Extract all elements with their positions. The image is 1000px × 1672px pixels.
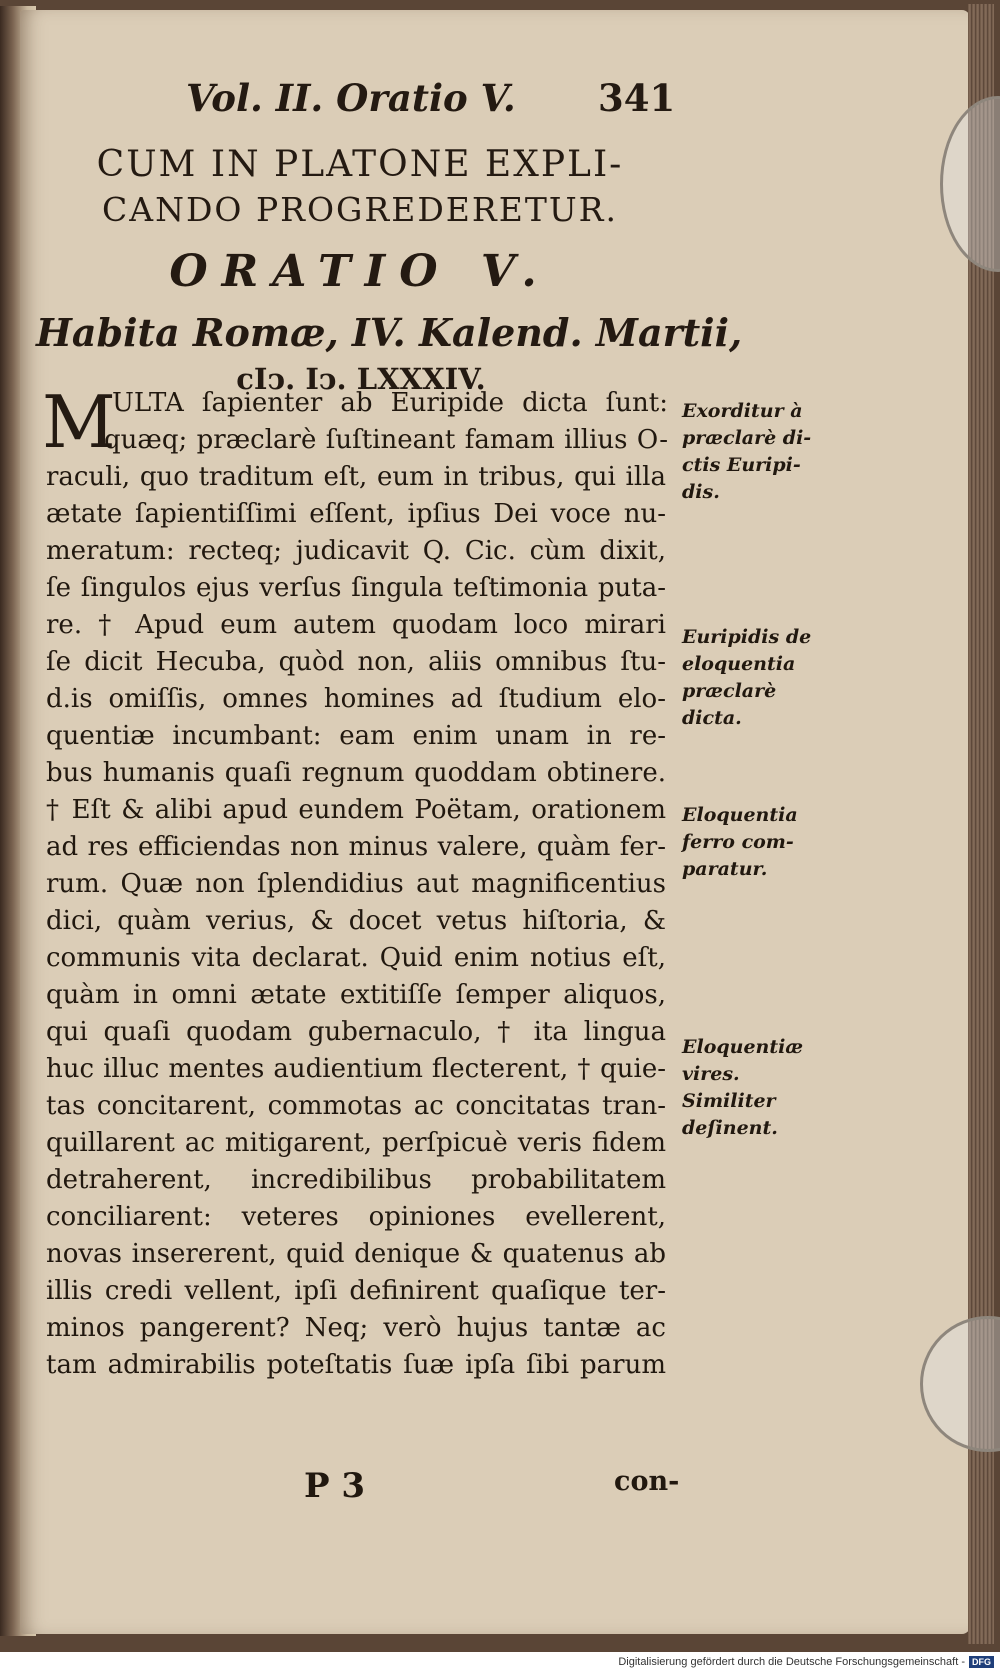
marginal-note-line: Euripidis de xyxy=(682,626,812,648)
body-line: meratum: recteq; judicavit Q. Cic. cùm dixit, xyxy=(46,536,666,566)
marginal-note xyxy=(682,1034,852,1142)
body-line: ULTA ſapienter ab Euripide dicta ſunt: xyxy=(112,388,668,418)
body-line: re. † Apud eum autem quodam loco mirari xyxy=(46,610,666,640)
body-line: conciliarent: veteres opiniones evellerent, xyxy=(46,1202,666,1232)
marginal-note-line: vires. xyxy=(682,1063,740,1085)
marginal-note-line: Exorditur à xyxy=(682,400,803,422)
marginal-note-line: dis. xyxy=(682,481,720,503)
marginal-note-line: præclarè xyxy=(682,680,777,702)
marginal-note-line: ctis Euripi- xyxy=(682,454,801,476)
marginal-note xyxy=(682,624,852,732)
dfg-logo-icon: DFG xyxy=(969,1656,994,1668)
date-line: cIↄ. Iↄ. LXXXIV. xyxy=(236,362,486,396)
marginal-note-line: dicta. xyxy=(682,707,742,729)
drop-cap: M xyxy=(42,380,116,464)
body-line: raculi, quo traditum eſt, eum in tribus, qui illa xyxy=(46,462,666,492)
body-line: rum. Quæ non ſplendidius aut magnificentius xyxy=(46,869,666,899)
body-line: d.is omiſſis, omnes homines ad ſtudium elo- xyxy=(46,684,666,714)
marginal-note xyxy=(682,802,852,883)
body-line: communis vita declarat. Quid enim notius eſt, xyxy=(46,943,666,973)
body-line: quentiæ incumbant: eam enim unam in re- xyxy=(46,721,666,751)
catchword: con- xyxy=(614,1466,680,1497)
body-line: tas concitarent, commotas ac concitatas tran- xyxy=(46,1091,666,1121)
marginal-note-line: deſinent. xyxy=(682,1117,778,1139)
marginal-note-line: Eloquentiæ xyxy=(682,1036,804,1058)
oration-label: ORATIO V. xyxy=(169,246,551,297)
body-line: quæq; præclarè ſuſtineant famam illius O- xyxy=(104,425,668,455)
marginal-note-line: Eloquentia xyxy=(682,804,798,826)
body-line: ſe ſingulos ejus verſus ſingula teſtimonia puta- xyxy=(46,573,666,603)
body-line: novas insererent, quid denique & quatenus ab xyxy=(46,1239,666,1269)
marginal-note-line: ferro com- xyxy=(682,831,794,853)
footer-credit: Digitalisierung gefördert durch die Deutsche Forschungsgemeinschaft - xyxy=(618,1656,965,1668)
occasion-line: Habita Romæ, IV. Kalend. Martii, xyxy=(36,310,743,355)
body-line: minos pangerent? Neq; verò hujus tantæ ac xyxy=(46,1313,666,1343)
body-line: dici, quàm verius, & docet vetus hiſtoria, & xyxy=(46,906,666,936)
marginal-note-line: præclarè di- xyxy=(682,427,812,449)
body-line: illis credi vellent, ipſi definirent quaſique ter- xyxy=(46,1276,666,1306)
body-line: huc illuc mentes audientium flecterent, † quie- xyxy=(46,1054,666,1084)
body-line: † Eſt & alibi apud eundem Poëtam, orationem xyxy=(46,795,666,825)
body-line: detraherent, incredibilibus probabilitatem xyxy=(46,1165,666,1195)
marginal-note-line: Similiter xyxy=(682,1090,776,1112)
body-line: bus humanis quaſi regnum quoddam obtinere. xyxy=(46,758,666,788)
signature-mark: P 3 xyxy=(304,1466,366,1506)
marginal-note-line: paratur. xyxy=(682,858,768,880)
oration-title-line-2: CANDO PROGREDERETUR. xyxy=(101,190,618,229)
page-number: 341 xyxy=(598,76,676,120)
body-line: quillarent ac mitigarent, perſpicuè veris fidem xyxy=(46,1128,666,1158)
body-line: qui quaſi quodam gubernaculo, † ita lingua xyxy=(46,1017,666,1047)
marginal-note-line: eloquentia xyxy=(682,653,796,675)
oration-title-line-1: CUM IN PLATONE EXPLI- xyxy=(96,144,624,185)
marginal-note xyxy=(682,398,852,506)
body-line: tam admirabilis poteſtatis ſuæ ipſa ſibi parum xyxy=(46,1350,666,1380)
running-head-volume: Vol. II. Oratio V. xyxy=(186,76,516,120)
body-line: ætate ſapientiſſimi eſſent, ipſius Dei voce nu- xyxy=(46,499,666,529)
body-line: ad res efficiendas non minus valere, quàm fer- xyxy=(46,832,666,862)
digitization-footer xyxy=(618,1655,994,1669)
body-line: ſe dicit Hecuba, quòd non, aliis omnibus ſtu- xyxy=(46,647,666,677)
body-line: quàm in omni ætate extitiſſe ſemper aliquos, xyxy=(46,980,666,1010)
